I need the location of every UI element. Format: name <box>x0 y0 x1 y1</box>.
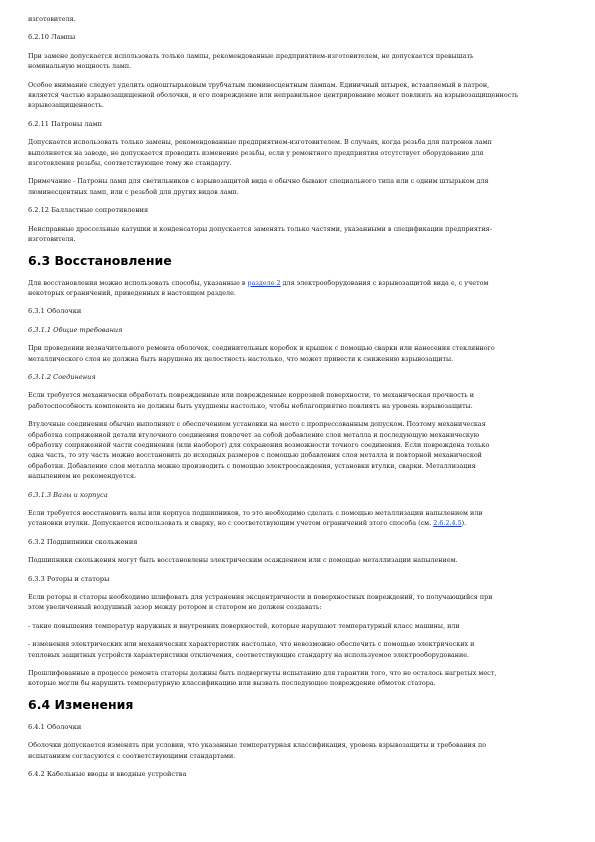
document-page <box>28 14 565 788</box>
paragraph-lamps-1: При замене допускается использовать только лампы, рекомендованные предприятием-изготовителем, не допускается превышать номинальную мощность ламп. <box>28 51 474 71</box>
heading-6-2-10: 6.2.10 Лампы <box>28 33 76 42</box>
paragraph-joints-2: Втулочные соединения обычно выполняют с обеспечением установки на место с пропрессованным допуском. Поэтому механическая обработка сопряженной детали втулочного соединения повлечет за собой добавление слоя металла и последующую механическую обработку сопряженной части соединения (или наоборот) для сохранения возможности точного соединения. Если повреждена только одна часть, то эту часть можно восстановить до исходных размеров с помощью добавления слоя металла и повторной механической обработки. Добавление слоя металла можно производить с помощью электроосаждения, установки втулки, сварки. Металлизация напылением не рекомендуется. <box>28 420 490 481</box>
paragraph-shafts <box>28 508 565 529</box>
paragraph-lamps-2: Особое внимание следует уделить одноштырьковым трубчатым люминесцентным лампам. Единичный штырек, вставляемый в патрон, является частью взрывозащищенной оболочки, и его повреждение или неправильное центрирование может повлиять на взрывозащищенность взрывозащищенность. <box>28 80 519 110</box>
heading-6-3-2: 6.3.2 Подшипники скольжения <box>28 537 138 546</box>
paragraph-rotors-2: Прошлифованные в процессе ремонта статоры должны быть подвергнуты испытанию для гарантии того, что не осталось нагретых мест, которые могли бы нарушить температурную классификацию или вызвать последующее повреждение обмоток статора. <box>28 669 497 688</box>
heading-6-2-11: 6.2.11 Патроны ламп <box>28 119 102 128</box>
heading-6-3-1-2: 6.3.1.2 Соединения <box>28 372 96 381</box>
paragraph-lampholders-1: Допускается использовать только замены, рекомендованные предприятием-изготовителем. В случаях, когда резьба для патронов ламп выполняется на заводе, не допускается проводить изменение резьбы, если у ремонтного предприятия отсутствует оборудование для изготовления резьбы, соответствующее тому же стандарту. <box>28 138 492 168</box>
paragraph-text: для электрооборудования с взрывозащитой вида e, с учетом некоторых ограничений, приведенных в настоящем разделе. <box>28 278 489 297</box>
paragraph-text: Для восстановления можно использовать способы, указанные в <box>28 278 248 287</box>
paragraph-ballasts: Неисправные дроссельные катушки и конденсаторы допускается заменять только частями, указанными в спецификации предприятия- изготовителя. <box>28 224 492 244</box>
heading-6-4-2: 6.4.2 Кабельные вводы и вводные устройства <box>28 770 187 779</box>
paragraph-changes-enclosures: Оболочки допускается изменять при условии, что указанные температурная классификация, уровень взрывозащиты и требования по испытаниям согласуются с соответствующими стандартами. <box>28 741 487 760</box>
paragraph-rotors-bullet-1: - такие повышения температур наружных и внутренних поверхностей, которые нарушают температурный класс машины, или <box>28 621 460 630</box>
heading-6-3-3: 6.3.3 Роторы и статоры <box>28 574 110 583</box>
heading-6-3-1-3: 6.3.1.3 Валы и корпуса <box>28 490 108 499</box>
cross-reference-link[interactable]: разделе 2 <box>247 278 281 287</box>
heading-6-3: 6.3 Восстановление <box>28 252 172 268</box>
paragraph-rotors-bullet-2: - изменения электрических или механических характеристик настолько, что невозможно обеспечить с помощью электрических и тепловых защитных устройств характеристики отключения, соответствующие стандарту на используемое электрооборудование. <box>28 640 475 659</box>
heading-6-4-1: 6.4.1 Оболочки <box>28 722 82 731</box>
heading-6-2-12: 6.2.12 Балластные сопротивления <box>28 206 149 215</box>
paragraph-text: Если требуется восстановить валы или корпуса подшипников, то это необходимо сделать с помощью металлизации напылением или установки втулки. Допускается использовать и сварку, но с соответствующим учетом ограничений этого способа (см. <box>28 509 483 528</box>
paragraph-joints-1: Если требуется механически обработать поврежденные или поврежденные коррозией поверхности, то механическая прочность и работоспособность компонента не должны быть ухудшены настолько, чтобы неблагоприятно повлиять на уровень взрывозащиты. <box>28 391 474 410</box>
heading-6-3-1: 6.3.1 Оболочки <box>28 307 82 316</box>
paragraph-lampholders-note: Примечание - Патроны ламп для светильников с взрывозащитой вида e обычно бывают специального типа или с одним штырьком для люминесцентных ламп, или с резьбой для других видов ламп. <box>28 177 489 196</box>
cross-reference-link[interactable]: 2.6.2.4.5 <box>433 519 462 528</box>
paragraph-restoration-intro <box>28 278 565 299</box>
paragraph-bearings: Подшипники скольжения могут быть восстановлены электрическим осаждением или с помощью металлизации напылением. <box>28 556 458 565</box>
heading-6-4: 6.4 Изменения <box>28 696 134 712</box>
heading-6-3-1-1: 6.3.1.1 Общие требования <box>28 325 123 334</box>
paragraph-enclosures-general: При проведении незначительного ремонта оболочек, соединительных коробок и крышек с помощью сварки или нанесения стеклянного металлического слоя не должна быть нарушена их целостность настолько, что может привести к снижению взрывозащиты. <box>28 344 495 363</box>
paragraph-text: ). <box>461 519 467 528</box>
paragraph-rotors-1: Если роторы и статоры необходимо шлифовать для устранения эксцентричности и поверхностных повреждений, то получающийся при этом увеличенный воздушный зазор между ротором и статором не должен создавать: <box>28 593 493 612</box>
paragraph-continuation: изготовителя. <box>28 15 76 23</box>
